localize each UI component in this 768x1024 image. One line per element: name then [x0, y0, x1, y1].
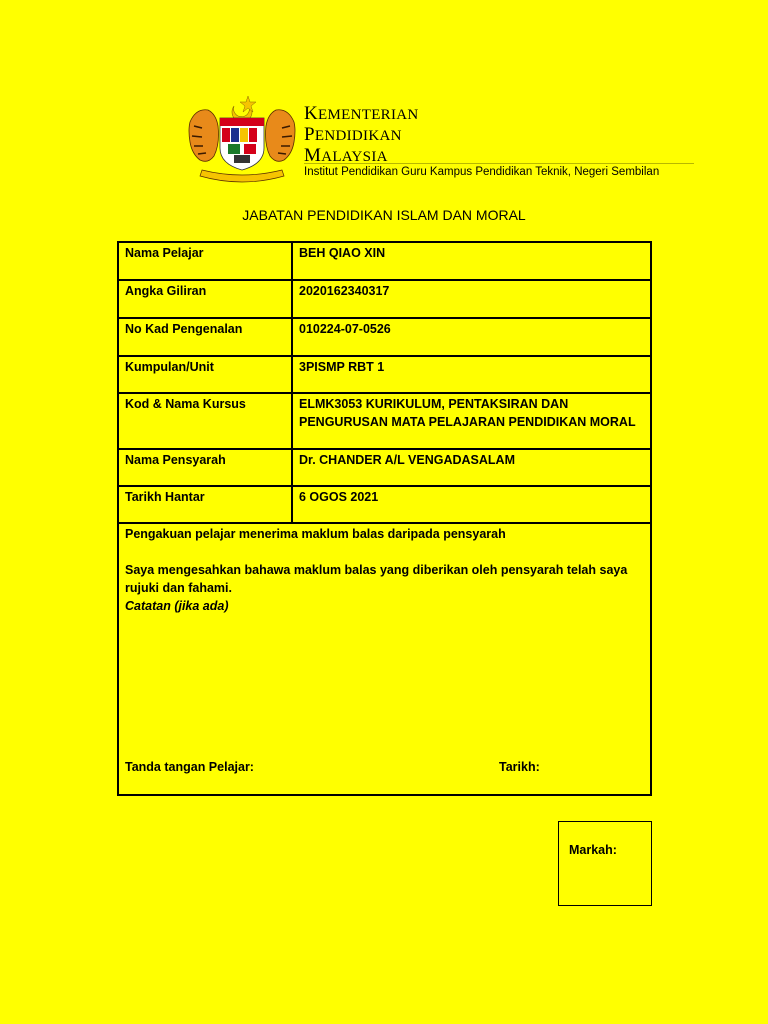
- marks-box: [558, 821, 652, 906]
- date-label: Tarikh:: [499, 760, 540, 774]
- table-row: [118, 449, 651, 486]
- row-value: 010224-07-0526: [292, 318, 651, 356]
- student-signature-label: Tanda tangan Pelajar:: [125, 760, 254, 774]
- marks-label: Markah:: [569, 843, 617, 857]
- acknowledgement-section: [118, 523, 651, 795]
- row-label: Nama Pensyarah: [118, 449, 292, 486]
- institute-name: Institut Pendidikan Guru Kampus Pendidikan Teknik, Negeri Sembilan: [304, 166, 660, 178]
- row-label: Nama Pelajar: [118, 242, 292, 280]
- row-value: 2020162340317: [292, 280, 651, 318]
- row-label: Kod & Nama Kursus: [118, 393, 292, 449]
- table-row: [118, 393, 651, 449]
- row-value: 3PISMP RBT 1: [292, 356, 651, 393]
- row-value: ELMK3053 KURIKULUM, PENTAKSIRAN DAN PENGURUSAN MATA PELAJARAN PENDIDIKAN MORAL: [292, 393, 651, 449]
- table-row: [118, 318, 651, 356]
- notes-label: Catatan (jika ada): [125, 599, 229, 613]
- table-row: [118, 356, 651, 393]
- ministry-name-line2: PENDIDIKAN: [304, 124, 402, 145]
- table-row: [118, 242, 651, 280]
- ministry-name-line1: KEMENTERIAN: [304, 103, 419, 124]
- acknowledgement-row: [118, 523, 651, 795]
- ministry-name: [304, 104, 419, 167]
- ministry-name-line3: MALAYSIA: [304, 145, 388, 166]
- row-value: BEH QIAO XIN: [292, 242, 651, 280]
- student-info-table: [117, 241, 652, 796]
- row-label: Tarikh Hantar: [118, 486, 292, 523]
- row-label: Angka Giliran: [118, 280, 292, 318]
- row-value: Dr. CHANDER A/L VENGADASALAM: [292, 449, 651, 486]
- acknowledgement-heading: Pengakuan pelajar menerima maklum balas daripada pensyarah: [125, 527, 506, 541]
- coat-of-arms-logo: [182, 92, 302, 187]
- table-row: [118, 280, 651, 318]
- department-title: JABATAN PENDIDIKAN ISLAM DAN MORAL: [242, 207, 526, 223]
- row-value: 6 OGOS 2021: [292, 486, 651, 523]
- acknowledgement-statement: Saya mengesahkan bahawa maklum balas yang diberikan oleh pensyarah telah saya rujuki dan fahami.: [125, 563, 628, 595]
- row-label: No Kad Pengenalan: [118, 318, 292, 356]
- row-label: Kumpulan/Unit: [118, 356, 292, 393]
- header-divider: [304, 163, 694, 164]
- table-row: [118, 486, 651, 523]
